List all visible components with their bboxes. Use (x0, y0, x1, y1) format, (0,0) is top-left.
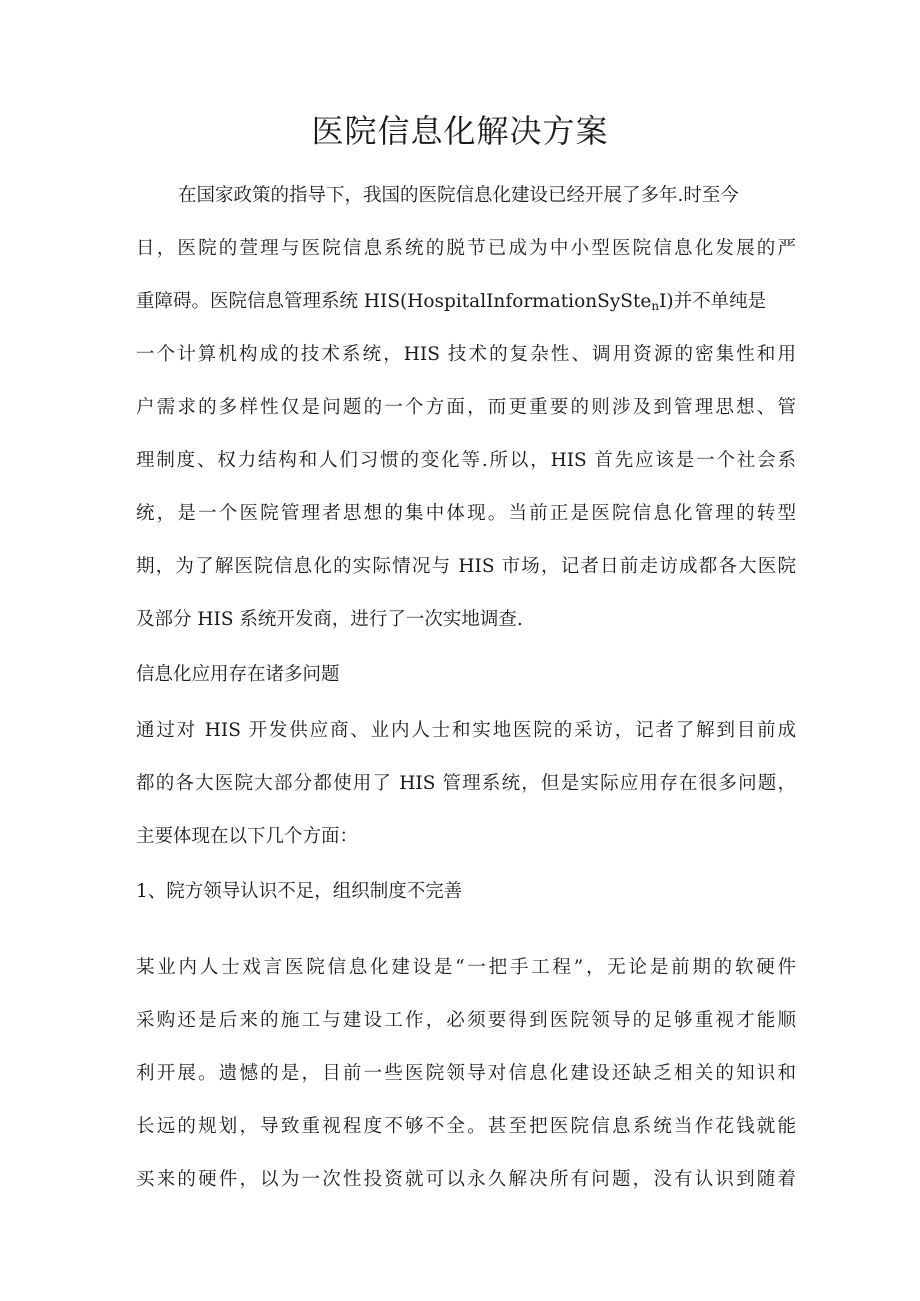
paragraph-1-line-3 (136, 289, 796, 319)
paragraph-1-line-8: 期，为了解医院信息化的实际情况与 HIS 市场，记者日前走访成都各大医院 (136, 556, 796, 577)
document-title: 医院信息化解决方案 (311, 112, 609, 150)
paragraph-3-line-4: 长远的规划，导致重视程度不够不全。甚至把医院信息系统当作花钱就能 (136, 1116, 796, 1137)
paragraph-3-line-3: 利开展。遗憾的是，目前一些医院领导对信息化建设还缺乏相关的知识和 (136, 1063, 796, 1084)
paragraph-1-line-9: 及部分 HIS 系统开发商，进行了一次实地调查. (136, 609, 523, 630)
paragraph-3-line-1: 某业内人士戏言医院信息化建设是“一把手工程”，无论是前期的软硬件 (136, 957, 796, 978)
paragraph-1-line-3-subscript: n (651, 299, 660, 313)
paragraph-1-line-5: 户需求的多样性仅是问题的一个方面，而更重要的则涉及到管理思想、管 (136, 397, 796, 418)
section-heading-2: 1、院方领导认识不足，组织制度不完善 (136, 881, 463, 902)
paragraph-1-line-3-tail: I)并不单纯是 (659, 291, 767, 312)
paragraph-2-line-3: 主要体现在以下几个方面： (136, 826, 359, 847)
paragraph-1-line-4: 一个计算机构成的技术系统，HIS 技术的复杂性、调用资源的密集性和用 (136, 344, 796, 365)
paragraph-3-line-2: 采购还是后来的施工与建设工作，必须要得到医院领导的足够重视才能顺 (136, 1010, 796, 1031)
paragraph-1-line-6: 理制度、权力结构和人们习惯的变化等.所以，HIS 首先应该是一个社会系 (136, 450, 796, 471)
paragraph-1-line-7: 统，是一个医院管理者思想的集中体现。当前正是医院信息化管理的转型 (136, 503, 796, 524)
paragraph-2-line-1: 通过对 HIS 开发供应商、业内人士和实地医院的采访，记者了解到目前成 (136, 720, 796, 741)
section-heading-1: 信息化应用存在诸多问题 (136, 664, 340, 685)
paragraph-1-line-3-text: 重障碍。医院信息管理系统 HIS(HospitalInformationSySte (136, 291, 652, 312)
paragraph-2-line-2: 都的各大医院大部分都使用了 HIS 管理系统，但是实际应用存在很多问题， (136, 773, 796, 794)
paragraph-1-line-2: 日，医院的萱理与医院信息系统的脱节已成为中小型医院信息化发展的严 (136, 238, 796, 259)
paragraph-3-line-5: 买来的硬件，以为一次性投资就可以永久解决所有问题，没有认识到随着 (136, 1169, 796, 1190)
paragraph-1-line-1: 在国家政策的指导下，我国的医院信息化建设已经开展了多年.时至今 (178, 185, 739, 206)
